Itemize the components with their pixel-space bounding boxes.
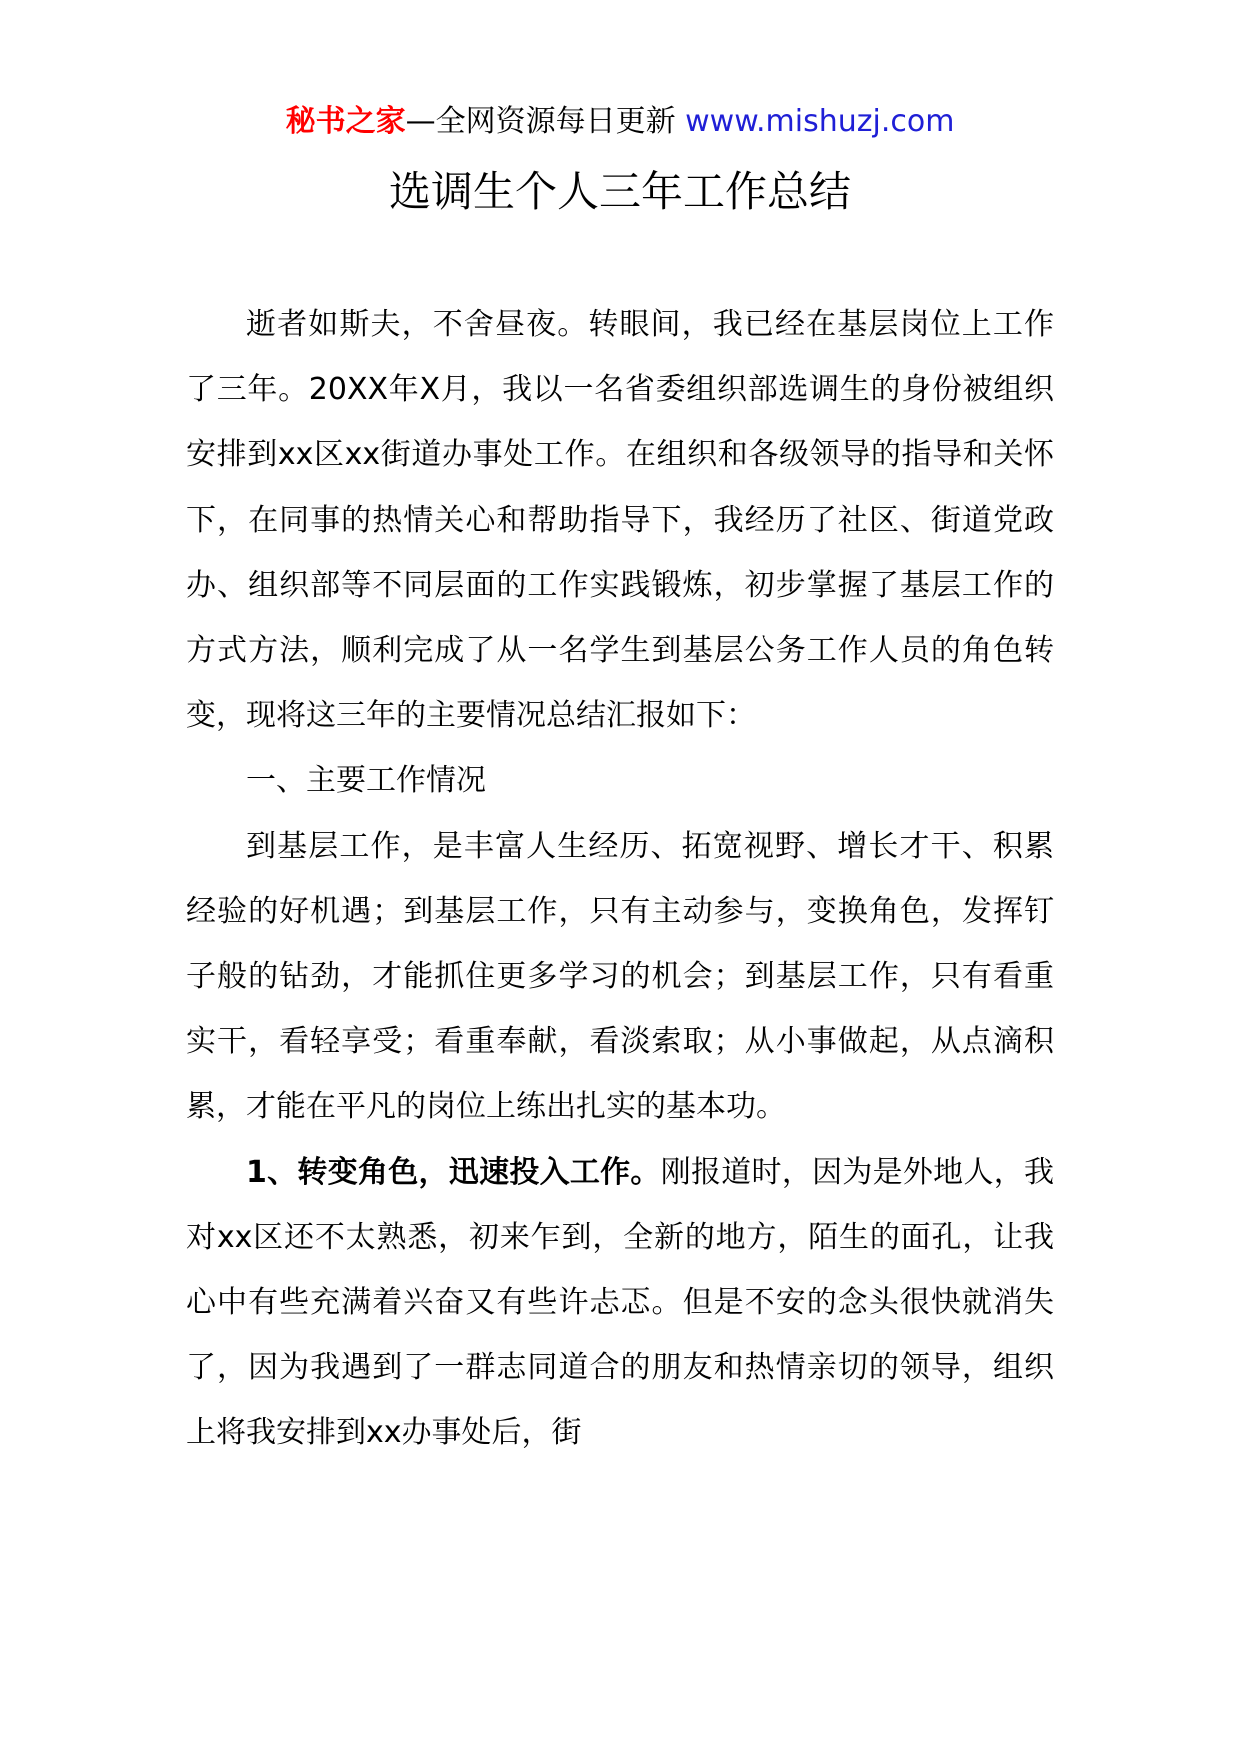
body-paragraph: 到基层工作，是丰富人生经历、拓宽视野、增长才干、积累经验的好机遇；到基层工作，只有主动参与，变换角色，发挥钉子般的钻劲，才能抓住更多学习的机会；到基层工作，只有看重实干，看轻享受；看重奉献，看淡索取；从小事做起，从点滴积累，才能在平凡的岗位上练出扎实的基本功。: [186, 828, 1054, 1125]
site-header: [0, 100, 1240, 144]
document-body: [186, 292, 1054, 1466]
section-heading: 一、主要工作情况: [246, 763, 486, 799]
site-slogan: —全网资源每日更新: [405, 104, 676, 139]
site-url-link[interactable]: www.mishuzj.com: [685, 104, 955, 139]
paragraph-rest: 刚报道时，因为是外地人，我对xx区还不太熟悉，初来乍到，全新的地方，陌生的面孔，让我心中有些充满着兴奋又有些许忐忑。但是不安的念头很快就消失了，因为我遇到了一群志同道合的朋友和热情亲切的领导，组织上将我安排到xx办事处后，街: [186, 1154, 1055, 1451]
intro-paragraph: 逝者如斯夫，不舍昼夜。转眼间，我已经在基层岗位上工作了三年。20XX年X月，我以一名省委组织部选调生的身份被组织安排到xx区xx街道办事处工作。在组织和各级领导的指导和关怀下，在同事的热情关心和帮助指导下，我经历了社区、街道党政办、组织部等不同层面的工作实践锻炼，初步掌握了基层工作的方式方法，顺利完成了从一名学生到基层公务工作人员的角色转变，现将这三年的主要情况总结汇报如下：: [186, 307, 1054, 734]
document-title: 选调生个人三年工作总结: [388, 167, 851, 216]
site-brand: 秘书之家: [285, 104, 406, 139]
paragraph-lead-bold: 1、转变角色，迅速投入工作。: [246, 1154, 661, 1190]
body-paragraph-numbered: [186, 1140, 1054, 1466]
